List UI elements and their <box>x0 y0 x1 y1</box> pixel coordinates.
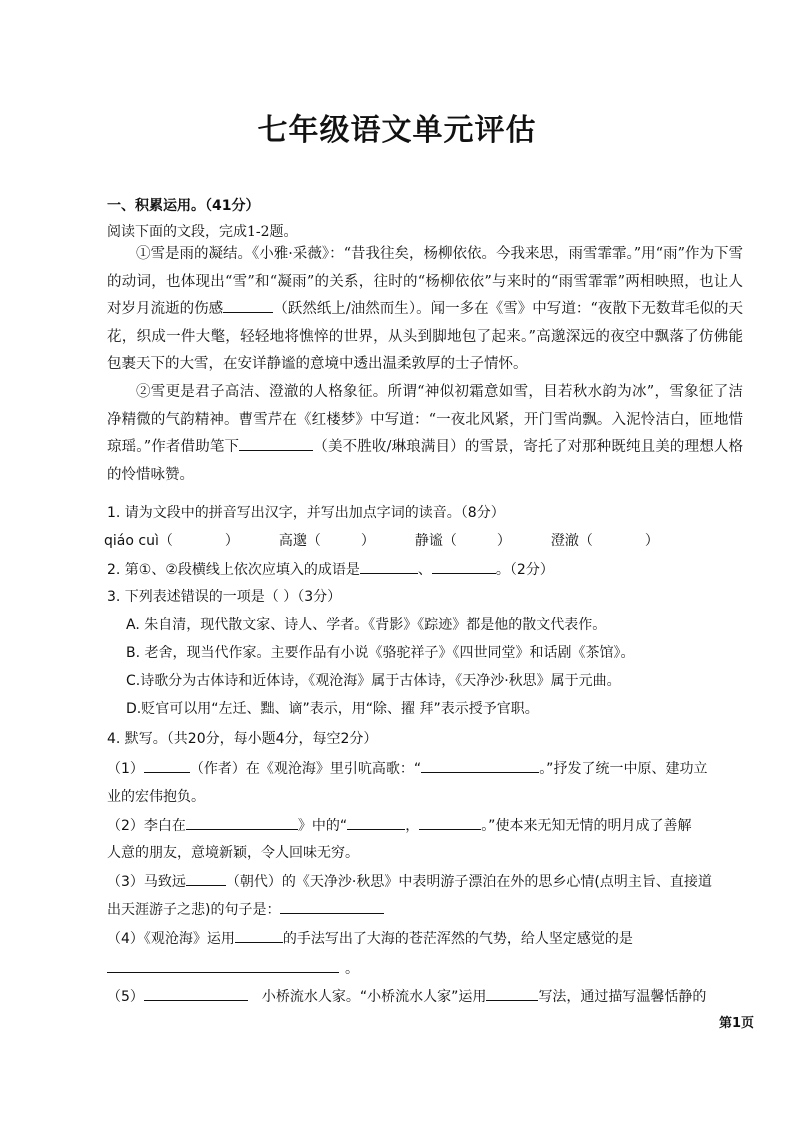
q4-3-line-2: 出天涯游子之悲)的句子是： <box>107 899 384 919</box>
q1-item-1[interactable]: qiáo cuì（ ） <box>104 533 239 549</box>
q4-2-line-1: （2）李白在 》中的“ ， 。”使本来无知无情的明月成了善解 <box>107 815 691 835</box>
q4-1-line-1: （1） （作者）在《观沧海》里引吭高歌：“ 。”抒发了统一中原、建功立 <box>107 758 707 778</box>
question-3: 3. 下列表述错误的一项是（ ）（3分） <box>107 589 342 605</box>
q3-option-a[interactable]: A. 朱自清，现代散文家、诗人、学者。《背影》《踪迹》都是他的散文代表作。 <box>126 617 607 633</box>
q1-item-2[interactable]: 高邈（ ） <box>278 533 375 549</box>
q4-5-blank-technique[interactable] <box>486 986 538 1001</box>
passage-2-blank[interactable] <box>239 436 313 451</box>
q3-option-d[interactable]: D.贬官可以用“左迁、黜、谪”表示，用“除、擢 拜”表示授予官职。 <box>126 701 539 717</box>
page-number: 第1页 <box>718 1016 754 1031</box>
passage-2-text-b: （美不胜收/琳琅满目）的雪景，寄托了对那种既纯且美的理想人格的怜惜咏赞。 <box>107 439 743 483</box>
q3-option-c[interactable]: C.诗歌分为古体诗和近体诗，《观沧海》属于古体诗，《天净沙·秋思》属于元曲。 <box>126 673 621 689</box>
q4-1-blank-verse[interactable] <box>421 758 539 773</box>
q4-2-blank-verse-1[interactable] <box>347 815 405 830</box>
q1-item-4[interactable]: 澄澈（ ） <box>550 533 659 549</box>
q3-option-b[interactable]: B. 老舍，现当代作家。主要作品有小说《骆驼祥子》《四世同堂》和话剧《茶馆》。 <box>126 645 635 661</box>
question-2: 2. 第①、②段横线上依次应填入的成语是 、 。（2分） <box>107 559 554 579</box>
passage-1-text-b: （跃然纸上/油然而生）。闻一多在《雪》中写道：“夜散下无数茸毛似的天花，织成一件大氅，轻轻地将憔悴的世界，从头到脚地包了起来。”高邈深远的夜空中飘落了仿佛能包裹天下的大雪，在安详静谧的意境中透出温柔敦厚的士子情怀。 <box>107 301 744 372</box>
section-heading: 一、积累运用。（41分） <box>107 198 260 214</box>
q4-4-blank-technique[interactable] <box>235 928 283 943</box>
q4-1-blank-author[interactable] <box>144 758 190 773</box>
q4-3-blank-dynasty[interactable] <box>186 871 226 886</box>
q4-3-blank-verse[interactable] <box>280 899 384 914</box>
passage-paragraph-1 <box>107 241 743 379</box>
question-1: 1. 请为文段中的拼音写出汉字，并写出加点字词的读音。（8分） <box>107 505 505 521</box>
q4-4-blank-verse[interactable] <box>107 958 339 973</box>
q4-1-line-2: 业的宏伟抱负。 <box>107 789 205 805</box>
q1-item-3[interactable]: 静谧（ ） <box>414 533 511 549</box>
q4-4-line-1: （4）《观沧海》运用 的手法写出了大海的苍茫浑然的气势，给人坚定感觉的是 <box>107 928 633 948</box>
reading-instruction: 阅读下面的文段，完成1-2题。 <box>107 224 298 240</box>
q4-4-line-2: 。 <box>107 958 359 978</box>
passage-1-text-a: ①雪是雨的凝结。《小雅·采薇》：“昔我往矣，杨柳依依。今我来思，雨雪霏霏。”用“雨”作为下雪的动词，也体现出“雪”和“凝雨”的关系，往时的“杨柳依依”与来时的“雨雪霏霏”两相映照，也让人对岁月流逝的伤感 <box>107 246 744 317</box>
question-4: 4. 默写。（共20分，每小题4分，每空2分） <box>107 731 378 747</box>
page-title: 七年级语文单元评估 <box>257 113 537 148</box>
passage-2-text-a: ②雪更是君子高洁、澄澈的人格象征。所谓“神似初霜意如雪，目若秋水韵为冰”，雪象征了洁净精微的气韵精神。曹雪芹在《红楼梦》中写道：“一夜北风紧，开门雪尚飘。入泥怜洁白，匝地惜琼瑶。”作者借助笔下 <box>107 384 743 455</box>
passage-paragraph-2 <box>107 379 743 489</box>
q4-2-line-2: 人意的朋友，意境新颖，令人回味无穷。 <box>107 845 359 861</box>
q2-blank-1[interactable] <box>360 559 418 574</box>
question-1-answers <box>104 530 659 550</box>
q4-5-blank-verse[interactable] <box>144 986 248 1001</box>
passage-1-blank[interactable] <box>223 298 273 313</box>
q4-5-line-1: （5） 小桥流水人家。“小桥流水人家”运用 写法，通过描写温馨恬静的 <box>107 986 706 1006</box>
q4-2-blank-verse-2[interactable] <box>419 815 481 830</box>
q2-blank-2[interactable] <box>432 559 496 574</box>
q4-3-line-1: （3）马致远 （朝代）的《天净沙·秋思》中表明游子漂泊在外的思乡心情(点明主旨、直接道 <box>107 871 712 891</box>
q4-2-blank-title[interactable] <box>186 815 298 830</box>
